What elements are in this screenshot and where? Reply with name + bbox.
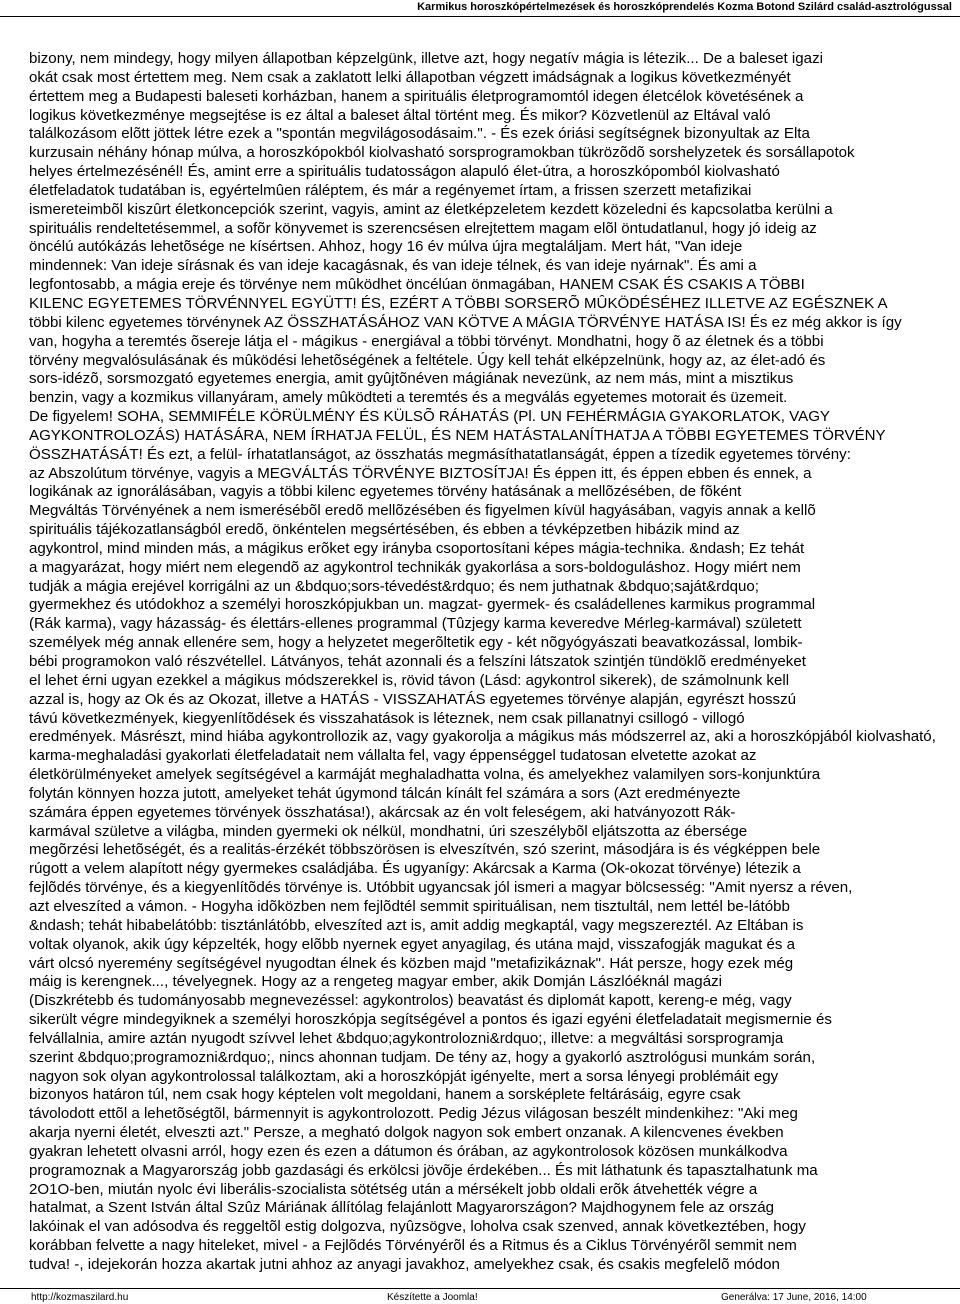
text-line: korábban felvette a nagy hiteleket, mivel - a Fejlõdés Törvényérõl és a Ritmus és a Ciklus Törvényérõl semmit nem	[29, 1237, 797, 1255]
text-line: akarja nyerni életét, elveszti azt." Persze, a megható dolgok nagyon sok embert onzanak. A kilencvenes években	[29, 1124, 784, 1142]
text-line: megõrzési lehetõségét, és a realitás-érzékét többszörösen is elveszítvén, szó szerint, másodjára is és végképpen bele	[29, 841, 821, 859]
text-line: okát csak most értettem meg. Nem csak a zaklatott lelki állapotban végzett imádságnak a logikus következményét	[29, 68, 791, 86]
text-line: törvény megvalósulásának és mûködési lehetõségének a feltétele. Úgy kell tehát elképzelnünk, hogy az, az élet-adó és	[29, 351, 826, 369]
text-line: bizonyos határon túl, nem csak hogy képtelen volt megoldani, hanem a sorsképlete feltárásáig, egyre csak	[29, 1086, 741, 1104]
text-line: helyes értelmezésénél! És, amint erre a spirituális tudatosságon alapuló élet-útra, a horoszkópomból kiolvasható	[29, 163, 780, 181]
text-line: személyek még annak ellenére sem, hogy a helyzetet megerõltetik egy - két nõgyógyászati beavatkozással, lombik-	[29, 634, 803, 652]
text-line: eredmények. Másrészt, mind hiába agykontrollozik az, vagy gyakorolja a mágikus más módszerrel az, aki a horoszkópjából kiolvasható,	[29, 728, 936, 746]
text-line: van, hogyha a teremtés õsereje látja el - mágikus - energiával a többi törvényt. Mondhatni, hogy õ az életnek és a többi	[29, 332, 824, 350]
site-title: Karmikus horoszkópértelmezések és horoszkóprendelés Kozma Botond Szilárd család-asztrológussal	[417, 1, 952, 13]
text-line: máig is kerengnek..., tévelyegnek. Hogy az a rengeteg magyar ember, akik Domján Lászlóéknál magázi	[29, 973, 722, 991]
text-line: AGYKONTROLOZÁS) HATÁSÁRA, NEM ÍRHATJA FELÜL, ÉS NEM HATÁSTALANÍTHATJA A TÖBBI EGYETEMES TÖRVÉNY	[29, 426, 886, 444]
text-line: tudják a mágia erejével korrigálni az un &bdquo;sors-tévedést&rdquo; és nem juthatnak &bdquo;saját&rdquo;	[29, 577, 759, 595]
text-line: karma-meghaladási gyakorlati életfeladatait nem vállalta fel, vagy éppenséggel tudatosan elvetette azokat az	[29, 747, 757, 765]
text-line: benzin, vagy a kozmikus villanyáram, amely mûködteti a teremtés és a megválás egyetemes motorait és üzemeit.	[29, 389, 788, 407]
text-line: el lehet érni ugyan ezekkel a mágikus módszerekkel is, rövid távon (Lásd: agykontrol sikerek), de számolnunk kell	[29, 671, 790, 689]
text-line: &ndash; tehát hibabelátóbb: tisztánlátóbb, elveszíted azt is, amit addig megkaptál, vagy megszereztél. Az Eltában is	[29, 916, 804, 934]
text-line: spirituális rendeltetésemmel, a sofõr könyvemet is szerencsésen elrejtettem magam elõl öntudatlanul, hogy jó ideig az	[29, 219, 817, 237]
text-line: bizony, nem mindegy, hogy milyen állapotban képzelgünk, illetve azt, hogy negatív mágia is létezik... De a baleset igazi	[29, 50, 823, 67]
text-line: bébi programokon való részvétellel. Látványos, tehát azonnali és a felszíni látszatok szintjén tündöklõ eredményeket	[29, 653, 806, 670]
text-line: találkozásom elõtt jöttek létre ezek a "spontán megvilágosodásaim.". - És ezek óriási segítségnek bizonyultak az Elta	[29, 125, 810, 143]
text-line: ismereteimbõl kiszûrt életkoncepciók szerint, vagyis, amint az életképzeletem kezdett közeledni és kapcsolatba kerülni a	[29, 200, 833, 218]
text-line: távú következmények, kiegyenlítõdések és visszahatások is léteznek, nem csak pillanatnyi csillogó - villogó	[29, 709, 745, 727]
text-line: azt elveszíted a vámon. - Hogyha idõközben nem fejlõdtél semmit spirituálisan, nem tisztultál, nem lettél be-látóbb	[29, 897, 790, 915]
text-line: gyakran lehetett olvasni arról, hogy ezen és ezen a dátumon és órában, az agykontrolosok közösen munkálkodva	[29, 1142, 788, 1160]
text-line: gyermekhez és utódokhoz a személyi horoszkópjukban un. magzat- gyermek- és családellenes karmikus programmal	[29, 596, 816, 614]
text-line: az Abszolútum törvénye, vagyis a MEGVÁLTÁS TÖRVÉNYE BIZTOSÍTJA! És éppen itt, és éppen ebben és ennek, a	[29, 464, 812, 482]
text-line: ÖSSZHATÁSÁT! És ezt, a felül- írhatatlanságot, az összhatás megmásíthatatlanságát, éppen a tízedik egyetemes törvény:	[29, 445, 851, 463]
text-line: lakóinak el van adósodva és reggeltõl estig dolgozva, nyûzsögve, loholva csak szenved, annak következtében, hogy	[29, 1218, 806, 1236]
text-line: legfontosabb, a mágia ereje és törvénye nem mûködhet öncélúan önmagában, HANEM CSAK ÉS CSAKIS A TÖBBI	[29, 276, 805, 294]
text-line: azzal is, hogy az Ok és az Okozat, illetve a HATÁS - VISSZAHATÁS egyetemes törvénye alapján, egyrészt hosszú	[29, 690, 797, 708]
text-line: fejlõdés törvénye, és a kiegyenlítõdés törvénye is. Utóbbit ugyancsak jól ismeri a magyar bölcsesség: "Amit nyersz a réven,	[29, 879, 853, 897]
page-header	[0, 0, 960, 17]
text-line: értettem meg a Budapesti baleseti korházban, hanem a spirituális életprogramomtól idegen életcélok követésének a	[29, 87, 804, 105]
text-line: programoznak a Magyarország jobb gazdasági és erkölcsi jövõje érdekében... És mit láthatunk és tapasztalhatunk ma	[29, 1161, 818, 1179]
text-line: KILENC EGYETEMES TÖRVÉNNYEL EGYÜTT! ÉS, EZÉRT A TÖBBI SORSERÕ MÛKÖDÉSÉHEZ ILLETVE AZ EGÉSZNEK A	[29, 294, 888, 312]
text-line: De figyelem! SOHA, SEMMIFÉLE KÖRÜLMÉNY ÉS KÜLSÕ RÁHATÁS (Pl. UN FEHÉRMÁGIA GYAKORLATOK, VAGY	[29, 408, 830, 426]
text-line: távolodott ettõl a lehetõségtõl, bármennyit is agykontrolozott. Pedig Jézus világosan beszélt mindenkihez: "Aki meg	[29, 1105, 798, 1123]
text-line: (Rák karma), vagy házasság- és élettárs-ellenes programmal (Tûzjegy karma keveredve Mérleg-karmával) született	[29, 615, 802, 633]
text-line: spirituális tájékozatlanságból eredõ, önkéntelen megsértésében, és ebben a tévképzetben hibázik mind az	[29, 521, 740, 539]
text-line: számára éppen egyetemes törvények összhatása!), akárcsak az én volt feleségem, aki hatványozott Rák-	[29, 803, 736, 821]
text-line: felvállalnia, amire aztán nyugodt szívvel lehet &bdquo;agykontrolozni&rdquo;, illetve: a megváltási sorsprogramja	[29, 1029, 784, 1047]
text-line: (Diszkrétebb és tudományosabb megnevezéssel: agykontrolos) beavatást és diplomát kapott, kereng-e még, vagy	[29, 992, 792, 1010]
text-line: mindennek: Van ideje sírásnak és van ideje kacagásnak, és van ideje télnek, és van ideje nyárnak". És ami a	[29, 257, 757, 275]
text-line: logikus következménye megsejtése is ez által a baleset által történt meg. És mikor? Közvetlenül az Eltával való	[29, 106, 771, 124]
text-line: nagyon sok olyan agykontrolossal találkoztam, aki a horoszkópját igényelte, mert a sorsa lényegi problémáit egy	[29, 1067, 779, 1085]
text-line: életfeladatok tudatában is, egyértelmûen ráléptem, és már a regényemet írtam, a frissen szerzett metafizikai	[29, 181, 752, 199]
article-body	[29, 50, 960, 1284]
text-line: életkörülményeket amelyek segítségével a karmáját meghaladhatta volna, és amelyekhez valamilyen sors-konjunktúra	[29, 766, 821, 784]
text-line: tudva! -, idejekorán hozza akartak jutni ahhoz az anyagi javakhoz, amelyekhez csak, és csakis megfelelõ módon	[29, 1256, 780, 1273]
text-line: Megváltás Törvényének a nem ismerésébõl eredõ mellõzésében és figyelmen kívül hagyásában, vagyis annak a kellõ	[29, 502, 816, 520]
text-line: többi kilenc egyetemes törvénynek AZ ÖSSZHATÁSÁHOZ VAN KÖTVE A MÁGIA TÖRVÉNYE HATÁSA IS! És ez még akkor is így	[29, 313, 902, 331]
text-line: 2O1O-ben, miután nyolc évi liberális-szocialista sötétség után a mérsékelt jobb oldali erõk átvehették végre a	[29, 1180, 758, 1198]
footer-url[interactable]: http://kozmaszilard.hu	[31, 1292, 129, 1303]
text-line: rúgott a velem alapított négy gyermekes családjába. És ugyanígy: Akárcsak a Karma (Ok-okozat törvénye) létezik a	[29, 860, 801, 878]
footer-generated-date: Generálva: 17 June, 2016, 14:00	[721, 1292, 867, 1303]
text-line: sikerült végre mindegyiknek a személyi horoszkópja segítségével a pontos és igazi egyéni életfeladatait megismernie és	[29, 1011, 832, 1029]
page-footer	[0, 1288, 960, 1304]
text-line: voltak olyanok, akik úgy képzelték, hogy elõbb nyernek egyet anyagilag, és utána majd, visszafogják magukat és a	[29, 935, 796, 953]
text-line: kurzusain néhány hónap múlva, a horoszkópokból kiolvasható sorsprogramokban tükrözõdõ sorshelyzetek és sorsállapotok	[29, 144, 855, 162]
text-line: a magyarázat, hogy miért nem elegendõ az agykontrol technikák gyakorlása a sors-boldoguláshoz. Hogy miért nem	[29, 558, 801, 576]
text-line: folytán könnyen hozza jutott, amelyeket tehát úgymond tálcán kínált fel számára a sors (Azt eredményezte	[29, 784, 741, 802]
text-line: karmával születve a világba, minden gyermeki ok nélkül, mondhatni, úri szeszélybõl eljátszotta az ébersége	[29, 822, 748, 840]
text-line: szerint &bdquo;programozni&rdquo;, nincs ahonnan tudjam. De tény az, hogy a gyakorló asztrológusi munkám során,	[29, 1048, 816, 1066]
text-line: logikának az ignorálásában, vagyis a többi kilenc egyetemes törvény hatásának a mellõzésében, de fõként	[29, 483, 742, 501]
text-line: hatalmat, a Szent István által Szûz Máriának állítólag felajánlott Magyarországon? Majdhogynem fele az ország	[29, 1199, 775, 1217]
text-line: öncélú autókázás lehetõsége ne kísértsen. Ahhoz, hogy 16 év múlva újra megtaláljam. Mert hát, "Van ideje	[29, 238, 743, 256]
footer-credit: Készítette a Joomla!	[387, 1292, 478, 1303]
text-line: agykontrol, mind minden más, a mágikus erõket egy irányba csoportosítani képes mágia-technika. &ndash; Ez tehát	[29, 539, 805, 557]
text-line: várt olcsó nyeremény segítségével nyugodtan élnek és közben majd "metafizikáznak". Hát persze, hogy ezek még	[29, 954, 794, 972]
text-line: sors-idézõ, sorsmozgató egyetemes energia, amit gyûjtõnéven mágiának nevezünk, az nem más, mint a misztikus	[29, 370, 794, 388]
